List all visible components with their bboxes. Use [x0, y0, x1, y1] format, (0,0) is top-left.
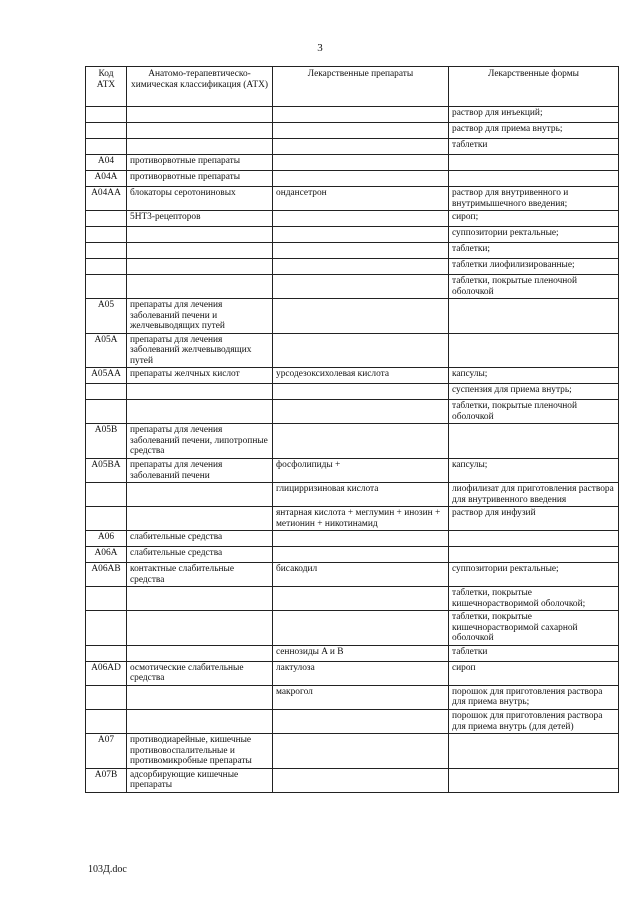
cell-code: [86, 123, 127, 139]
cell-drug: [273, 139, 449, 155]
cell-form: [449, 531, 619, 547]
table-row: [86, 507, 619, 531]
cell-form: раствор для внутривенного и внутримышечного введения;: [449, 187, 619, 211]
cell-code: [86, 227, 127, 243]
cell-code: [86, 587, 127, 611]
cell-code: A06A: [86, 547, 127, 563]
cell-code: [86, 507, 127, 531]
cell-code: [86, 685, 127, 709]
cell-classification: противорвотные препараты: [127, 171, 273, 187]
cell-code: [86, 259, 127, 275]
table-row: [86, 734, 619, 769]
cell-form: сироп: [449, 661, 619, 685]
table-row: [86, 171, 619, 187]
cell-code: A07: [86, 734, 127, 769]
cell-code: A05B: [86, 424, 127, 459]
cell-classification: [127, 139, 273, 155]
cell-classification: [127, 685, 273, 709]
cell-drug: [273, 400, 449, 424]
table-row: [86, 547, 619, 563]
cell-form: таблетки лиофилизированные;: [449, 259, 619, 275]
table-row: [86, 458, 619, 482]
table-row: [86, 768, 619, 792]
header-dosage-forms: Лекарственные формы: [449, 67, 619, 107]
table-row: [86, 368, 619, 384]
cell-form: порошок для приготовления раствора для приема внутрь (для детей): [449, 710, 619, 734]
cell-drug: фосфолипиды +: [273, 458, 449, 482]
cell-code: [86, 243, 127, 259]
table-row: [86, 211, 619, 227]
cell-form: раствор для приема внутрь;: [449, 123, 619, 139]
cell-drug: [273, 587, 449, 611]
footer-filename: 103Д.doc: [88, 864, 127, 875]
cell-drug: [273, 107, 449, 123]
cell-drug: [273, 299, 449, 334]
cell-form: суспензия для приема внутрь;: [449, 384, 619, 400]
header-code: Код АТХ: [86, 67, 127, 107]
cell-code: [86, 107, 127, 123]
cell-code: A05BA: [86, 458, 127, 482]
cell-drug: [273, 243, 449, 259]
table-row: [86, 259, 619, 275]
cell-drug: [273, 227, 449, 243]
cell-form: лиофилизат для приготовления раствора для внутривенного введения: [449, 483, 619, 507]
cell-code: [86, 611, 127, 646]
cell-drug: лактулоза: [273, 661, 449, 685]
cell-classification: осмотические слабительные средства: [127, 661, 273, 685]
cell-classification: противорвотные препараты: [127, 155, 273, 171]
cell-form: раствор для инъекций;: [449, 107, 619, 123]
cell-classification: [127, 243, 273, 259]
cell-drug: [273, 123, 449, 139]
cell-drug: макрогол: [273, 685, 449, 709]
cell-drug: янтарная кислота + меглумин + инозин + метионин + никотинамид: [273, 507, 449, 531]
cell-drug: [273, 710, 449, 734]
cell-drug: [273, 275, 449, 299]
cell-drug: урсодезоксихолевая кислота: [273, 368, 449, 384]
table-row: [86, 227, 619, 243]
cell-code: [86, 384, 127, 400]
table-row: [86, 155, 619, 171]
cell-drug: [273, 734, 449, 769]
cell-classification: [127, 507, 273, 531]
cell-code: [86, 710, 127, 734]
cell-classification: [127, 275, 273, 299]
cell-code: A04: [86, 155, 127, 171]
cell-classification: блокаторы серотониновых: [127, 187, 273, 211]
cell-classification: препараты для лечения заболеваний печени и желчевыводящих путей: [127, 299, 273, 334]
table-row: [86, 299, 619, 334]
table-row: [86, 661, 619, 685]
table-row: [86, 611, 619, 646]
table-row: [86, 123, 619, 139]
cell-classification: препараты для лечения заболеваний печени: [127, 458, 273, 482]
cell-code: [86, 483, 127, 507]
cell-classification: [127, 483, 273, 507]
cell-form: раствор для инфузий: [449, 507, 619, 531]
cell-classification: слабительные средства: [127, 547, 273, 563]
table-row: [86, 384, 619, 400]
cell-classification: [127, 259, 273, 275]
cell-form: таблетки, покрытые пленочной оболочкой: [449, 400, 619, 424]
table-row: [86, 483, 619, 507]
cell-drug: [273, 611, 449, 646]
cell-classification: адсорбирующие кишечные препараты: [127, 768, 273, 792]
atx-table: [85, 66, 619, 793]
cell-drug: ондансетрон: [273, 187, 449, 211]
cell-code: A06AB: [86, 563, 127, 587]
cell-classification: препараты желчных кислот: [127, 368, 273, 384]
cell-classification: препараты для лечения заболеваний желчевыводящих путей: [127, 333, 273, 368]
table-row: [86, 587, 619, 611]
header-drugs: Лекарственные препараты: [273, 67, 449, 107]
cell-code: A05AA: [86, 368, 127, 384]
cell-form: суппозитории ректальные;: [449, 227, 619, 243]
cell-code: A07B: [86, 768, 127, 792]
cell-classification: [127, 400, 273, 424]
cell-form: таблетки: [449, 139, 619, 155]
cell-form: таблетки, покрытые пленочной оболочкой: [449, 275, 619, 299]
cell-classification: [127, 107, 273, 123]
cell-drug: глицирризиновая кислота: [273, 483, 449, 507]
cell-form: [449, 424, 619, 459]
table-row: [86, 645, 619, 661]
cell-drug: [273, 171, 449, 187]
cell-code: A04A: [86, 171, 127, 187]
table-row: [86, 187, 619, 211]
cell-classification: [127, 645, 273, 661]
cell-classification: [127, 611, 273, 646]
cell-code: A04AA: [86, 187, 127, 211]
cell-form: [449, 734, 619, 769]
cell-classification: противодиарейные, кишечные противовоспалительные и противомикробные препараты: [127, 734, 273, 769]
cell-form: суппозитории ректальные;: [449, 563, 619, 587]
cell-drug: [273, 531, 449, 547]
cell-code: [86, 275, 127, 299]
cell-drug: [273, 259, 449, 275]
cell-drug: сеннозиды A и B: [273, 645, 449, 661]
table-row: [86, 710, 619, 734]
cell-form: таблетки: [449, 645, 619, 661]
cell-classification: контактные слабительные средства: [127, 563, 273, 587]
cell-classification: препараты для лечения заболеваний печени, липотропные средства: [127, 424, 273, 459]
cell-drug: [273, 424, 449, 459]
cell-drug: [273, 384, 449, 400]
cell-classification: [127, 710, 273, 734]
cell-form: сироп;: [449, 211, 619, 227]
cell-form: [449, 768, 619, 792]
cell-code: [86, 139, 127, 155]
cell-form: [449, 155, 619, 171]
header-atx-classification: Анатомо-терапевтическо-химическая классификация (АТХ): [127, 67, 273, 107]
cell-drug: [273, 211, 449, 227]
cell-classification: [127, 227, 273, 243]
table-row: [86, 333, 619, 368]
cell-form: капсулы;: [449, 458, 619, 482]
cell-code: A05A: [86, 333, 127, 368]
cell-drug: бисакодил: [273, 563, 449, 587]
cell-form: [449, 171, 619, 187]
table-header-row: [86, 67, 619, 107]
cell-code: A05: [86, 299, 127, 334]
page-number: 3: [317, 42, 323, 54]
table-row: [86, 563, 619, 587]
table-row: [86, 107, 619, 123]
cell-code: A06AD: [86, 661, 127, 685]
cell-classification: [127, 123, 273, 139]
atx-table-body: [86, 107, 619, 793]
cell-form: [449, 547, 619, 563]
cell-form: [449, 333, 619, 368]
cell-code: [86, 400, 127, 424]
cell-form: таблетки;: [449, 243, 619, 259]
cell-form: [449, 299, 619, 334]
cell-form: порошок для приготовления раствора для приема внутрь;: [449, 685, 619, 709]
cell-code: [86, 211, 127, 227]
cell-drug: [273, 547, 449, 563]
cell-form: таблетки, покрытые кишечнорастворимой сахарной оболочкой: [449, 611, 619, 646]
table-row: [86, 531, 619, 547]
cell-drug: [273, 768, 449, 792]
cell-classification: [127, 384, 273, 400]
table-row: [86, 243, 619, 259]
cell-form: таблетки, покрытые кишечнорастворимой оболочкой;: [449, 587, 619, 611]
table-row: [86, 275, 619, 299]
cell-code: A06: [86, 531, 127, 547]
cell-classification: 5HT3-рецепторов: [127, 211, 273, 227]
cell-drug: [273, 333, 449, 368]
table-row: [86, 424, 619, 459]
table-row: [86, 400, 619, 424]
table-row: [86, 139, 619, 155]
cell-drug: [273, 155, 449, 171]
table-row: [86, 685, 619, 709]
cell-code: [86, 645, 127, 661]
cell-classification: [127, 587, 273, 611]
cell-form: капсулы;: [449, 368, 619, 384]
cell-classification: слабительные средства: [127, 531, 273, 547]
